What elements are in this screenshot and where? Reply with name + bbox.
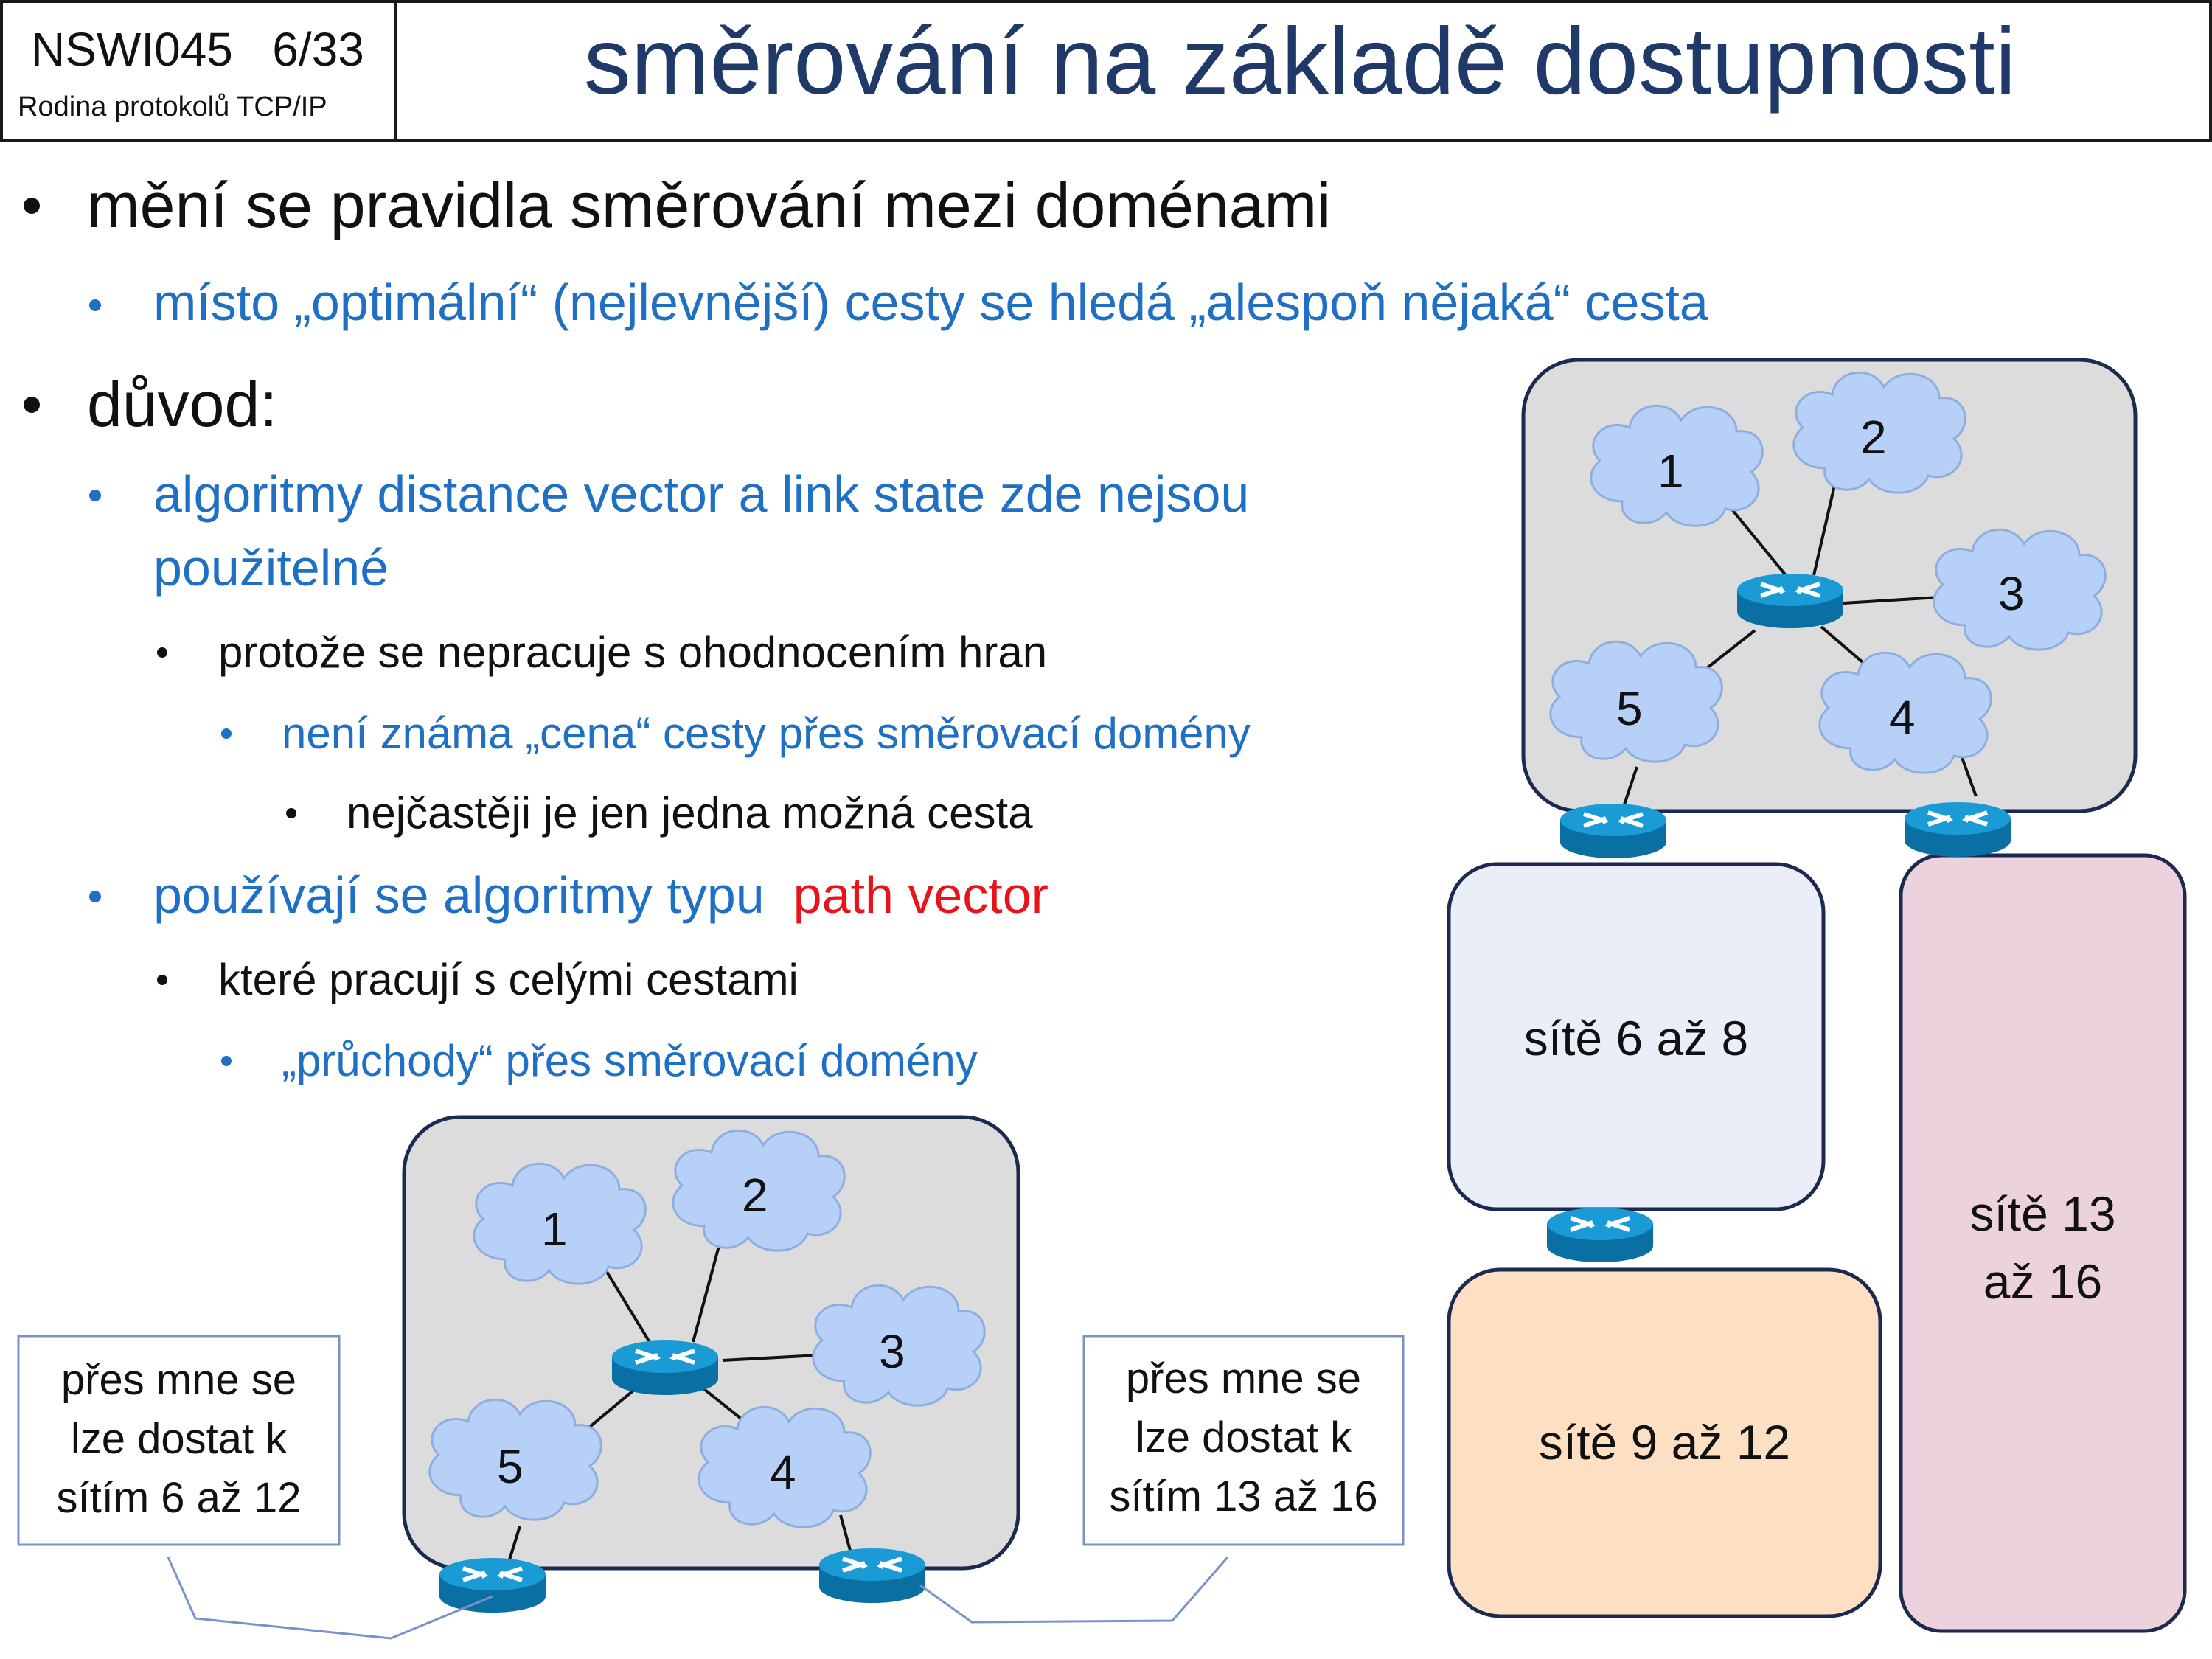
callout-right-line1: přes mne se <box>1125 1354 1362 1402</box>
bullet-2b1: které pracují s celými cestami <box>218 955 799 1004</box>
bullet-2a1a1: nejčastěji je jen jedna možná cesta <box>347 788 1033 838</box>
bullet-2a1a: není známa „cena“ cesty přes směrovací domény <box>282 709 1251 758</box>
cloud-label: 3 <box>879 1325 905 1378</box>
bullet-2a1: protože se nepracuje s ohodnocením hran <box>218 627 1048 677</box>
networks-9-12-label: sítě 9 až 12 <box>1538 1415 1791 1470</box>
slide-title: směrování na základě dostupnosti <box>583 9 2017 114</box>
callout-left-line2: lze dostat k <box>70 1415 288 1463</box>
bullet-1: mění se pravidla směrování mezi doménami <box>87 170 1332 241</box>
callout-right-line2: lze dostat k <box>1135 1413 1352 1461</box>
course-topic: Rodina protokolů TCP/IP <box>18 91 327 122</box>
cloud-label: 5 <box>497 1440 524 1493</box>
callout-right-line3: sítím 13 až 16 <box>1109 1472 1378 1520</box>
bullet-2a-line2: použitelné <box>153 539 389 597</box>
networks-13-16-label-line2: až 16 <box>1983 1254 2103 1309</box>
router-icon <box>1737 574 1843 628</box>
cloud-label: 4 <box>1889 691 1916 744</box>
router-icon <box>819 1548 925 1603</box>
box-networks-13-16 <box>1901 855 2185 1631</box>
cloud-label: 5 <box>1616 682 1643 735</box>
router-icon <box>1560 804 1666 858</box>
bullet-2a-line1: algoritmy distance vector a link state zde nejsou <box>153 465 1250 523</box>
bullet-2: důvod: <box>87 369 278 440</box>
cloud-label: 2 <box>742 1169 768 1222</box>
callout-left-line3: sítím 6 až 12 <box>56 1474 302 1522</box>
cloud-label: 3 <box>1998 567 2025 620</box>
router-icon <box>612 1340 718 1395</box>
cloud-label: 1 <box>541 1203 568 1256</box>
networks-13-16-label-line1: sítě 13 <box>1969 1186 2116 1241</box>
path-vector-highlight: path vector <box>793 866 1048 924</box>
callout-left-line1: přes mne se <box>60 1356 297 1404</box>
cloud-label: 4 <box>770 1446 796 1499</box>
cloud-label: 1 <box>1658 445 1684 498</box>
bullet-1a: místo „optimální“ (nejlevnější) cesty se hledá „alespoň nějaká“ cesta <box>153 274 1708 331</box>
router-icon <box>439 1558 546 1613</box>
bullet-2b1a: „průchody“ přes směrovací domény <box>282 1036 978 1085</box>
router-icon <box>1905 802 2011 857</box>
bullet-2b-prefix: používají se algoritmy typu <box>153 866 765 924</box>
networks-6-8-label: sítě 6 až 8 <box>1523 1011 1749 1065</box>
router-icon <box>1547 1208 1653 1262</box>
cloud-label: 2 <box>1860 411 1887 464</box>
course-code: NSWI045 6/33 <box>31 23 364 76</box>
